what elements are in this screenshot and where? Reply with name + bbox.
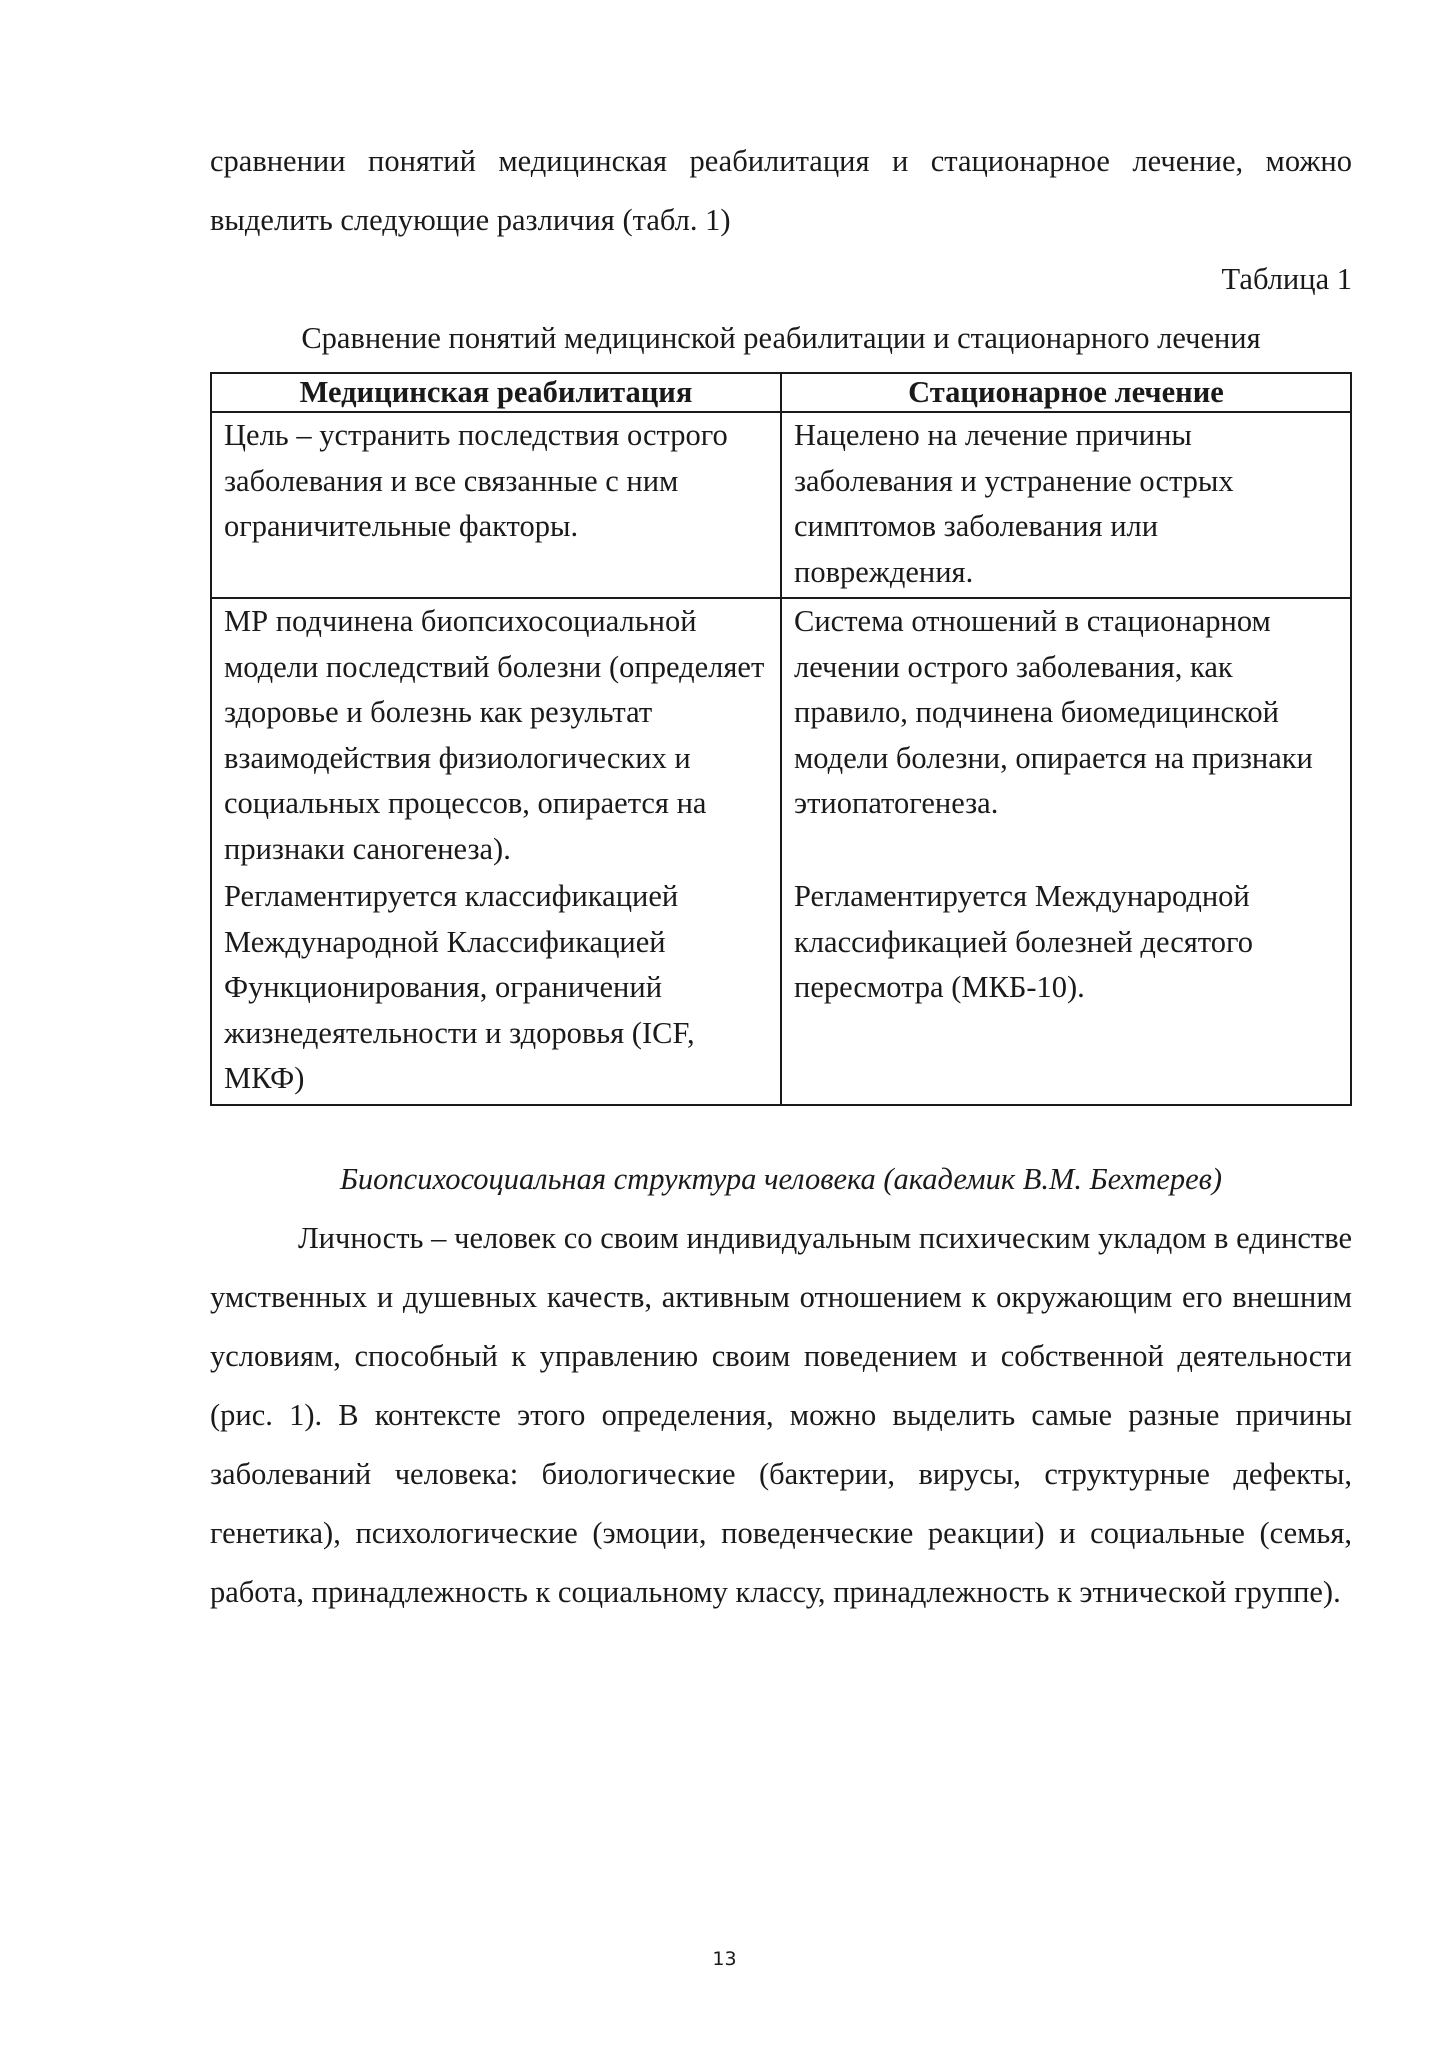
table-row xyxy=(211,412,1351,598)
comparison-table xyxy=(210,372,1352,1106)
table-cell-rehab xyxy=(211,598,781,874)
table-cell-rehab xyxy=(211,412,781,598)
cell-text: Цель – устранить последствия острого заболевания и все связанные с ним ограничительные факторы. xyxy=(224,418,728,543)
cell-text: Система отношений в стационарном лечении острого заболевания, как правило, подчинена биомедицинской модели болезни, опирается на признаки этиопатогенеза. xyxy=(794,604,1313,820)
table-header-cell: Стационарное лечение xyxy=(781,373,1351,412)
spacer xyxy=(210,1106,1352,1150)
table-row xyxy=(211,598,1351,874)
section-body: Личность – человек со своим индивидуальным психическим укладом в единстве умственных и душевных качеств, активным отношением к окружающим его внешним условиям, способный к управлению своим поведением и собственной деятельности (рис. 1). В контексте этого определения, можно выделить самые разные причины заболеваний человека: биологические (бактерии, вирусы, структурные дефекты, генетика), психологические (эмоции, поведенческие реакции) и социальные (семья, работа, принадлежность к социальному классу, принадлежность к этнической группе). xyxy=(210,1220,1352,1609)
cell-spacer xyxy=(224,550,768,596)
cell-text: Регламентируется Международной классификацией болезней десятого пересмотра (МКБ-10). xyxy=(794,879,1253,1004)
table-cell-inpatient xyxy=(781,874,1351,1105)
intro-paragraph: сравнении понятий медицинская реабилитация и стационарное лечение, можно выделить следующие различия (табл. 1) xyxy=(210,144,1352,237)
cell-text: Регламентируется классификацией Международной Классификацией Функционирования, ограничений жизнедеятельности и здоровья (ICF, МКФ) xyxy=(224,879,695,1095)
table-title: Сравнение понятий медицинской реабилитации и стационарного лечения xyxy=(301,321,1261,355)
table-cell-inpatient xyxy=(781,412,1351,598)
table-row xyxy=(211,874,1351,1105)
page-content xyxy=(210,132,1352,1622)
table-header-cell: Медицинская реабилитация xyxy=(211,373,781,412)
table-cell-rehab xyxy=(211,874,781,1105)
table-label: Таблица 1 xyxy=(1221,262,1352,296)
cell-spacer xyxy=(794,827,1338,873)
section-heading: Биопсихосоциальная структура человека (академик В.М. Бехтерев) xyxy=(339,1161,1223,1196)
cell-text: МР подчинена биопсихосоциальной модели последствий болезни (определяет здоровье и болезнь как результат взаимодействия физиологических и социальных процессов, опирается на признаки саногенеза). xyxy=(224,604,765,866)
table-header-row xyxy=(211,373,1351,412)
page-number: 13 xyxy=(712,1948,737,1970)
cell-text: Нацелено на лечение причины заболевания и устранение острых симптомов заболевания или повреждения. xyxy=(794,418,1234,589)
table-cell-inpatient xyxy=(781,598,1351,874)
